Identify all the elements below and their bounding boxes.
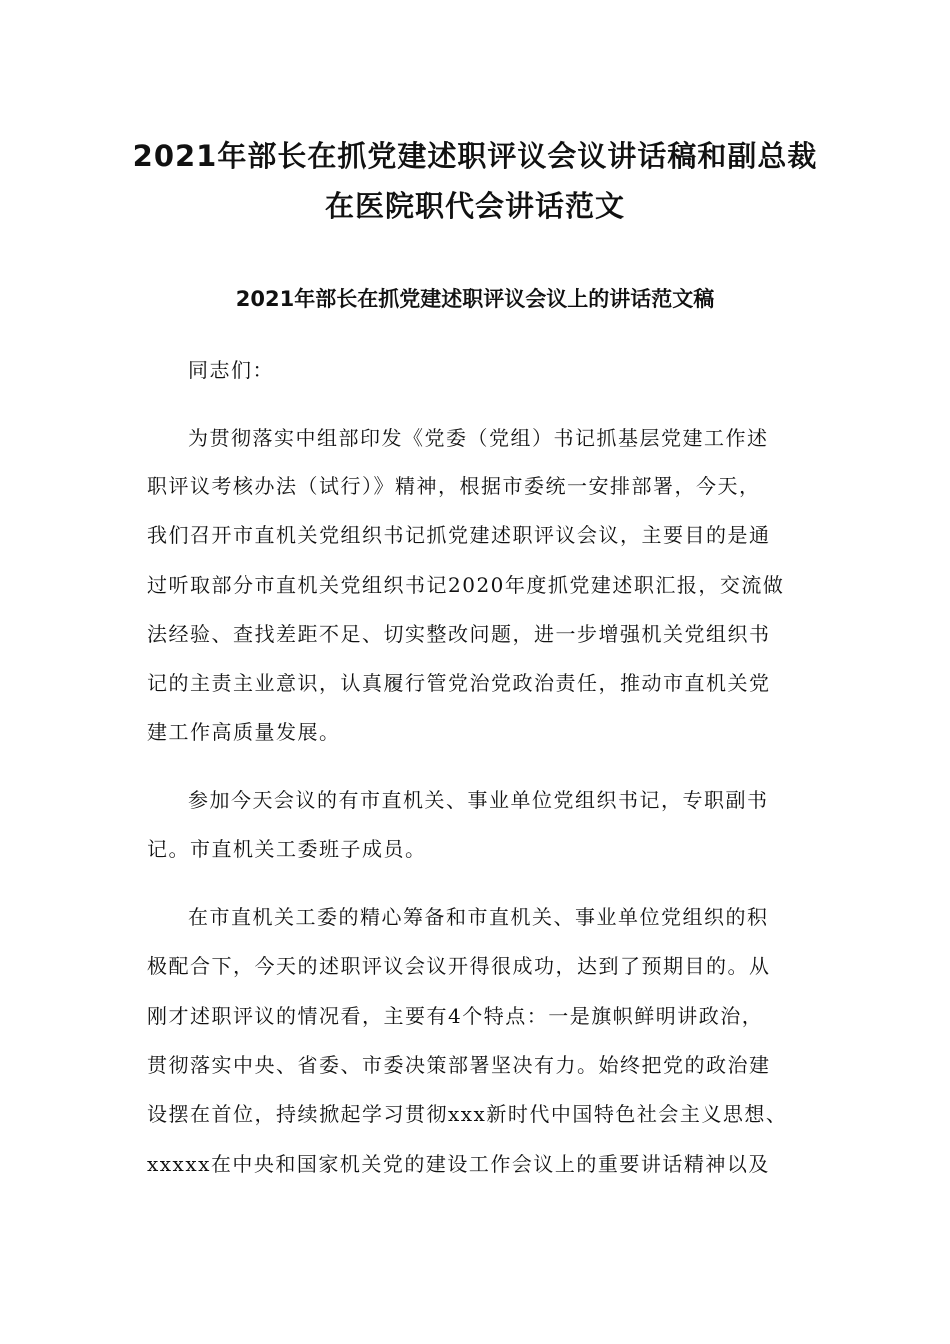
- paragraph-line: 建工作高质量发展。: [147, 720, 341, 744]
- paragraph-line: 职评议考核办法（试行）》精神，根据市委统一安排部署，今天，: [147, 474, 761, 498]
- paragraph-line: 刚才述职评议的情况看，主要有4个特点：一是旗帜鲜明讲政治，: [147, 1004, 764, 1028]
- document-title: [100, 131, 850, 231]
- paragraph-line: 参加今天会议的有市直机关、事业单位党组织书记，专职副书: [188, 788, 769, 812]
- paragraph-line: 为贯彻落实中组部印发《党委（党组）书记抓基层党建工作述: [188, 426, 769, 450]
- section-heading: 2021年部长在抓党建述职评议会议上的讲话范文稿: [235, 287, 715, 311]
- paragraph-line: xxxxx在中央和国家机关党的建设工作会议上的重要讲话精神以及: [147, 1152, 770, 1176]
- paragraph-line: 在市直机关工委的精心筹备和市直机关、事业单位党组织的积: [188, 905, 769, 929]
- title-line: 2021年部长在抓党建述职评议会议讲话稿和副总裁: [132, 139, 818, 173]
- paragraph-line: 极配合下，今天的述职评议会议开得很成功，达到了预期目的。从: [147, 954, 771, 978]
- paragraph-line: 我们召开市直机关党组织书记抓党建述职评议会议，主要目的是通: [147, 523, 771, 547]
- title-line: 在医院职代会讲话范文: [324, 189, 625, 223]
- paragraph-line: 记的主责主业意识，认真履行管党治党政治责任，推动市直机关党: [147, 671, 771, 695]
- paragraph-line: 过听取部分市直机关党组织书记2020年度抓党建述职汇报，交流做: [147, 573, 785, 597]
- paragraph-line: 贯彻落实中央、省委、市委决策部署坚决有力。始终把党的政治建: [147, 1053, 771, 1077]
- salutation: 同志们：: [188, 358, 274, 382]
- paragraph-line: 设摆在首位，持续掀起学习贯彻xxx新时代中国特色社会主义思想、: [147, 1102, 788, 1126]
- paragraph-line: 法经验、查找差距不足、切实整改问题，进一步增强机关党组织书: [147, 622, 771, 646]
- paragraph-line: 记。市直机关工委班子成员。: [147, 837, 427, 861]
